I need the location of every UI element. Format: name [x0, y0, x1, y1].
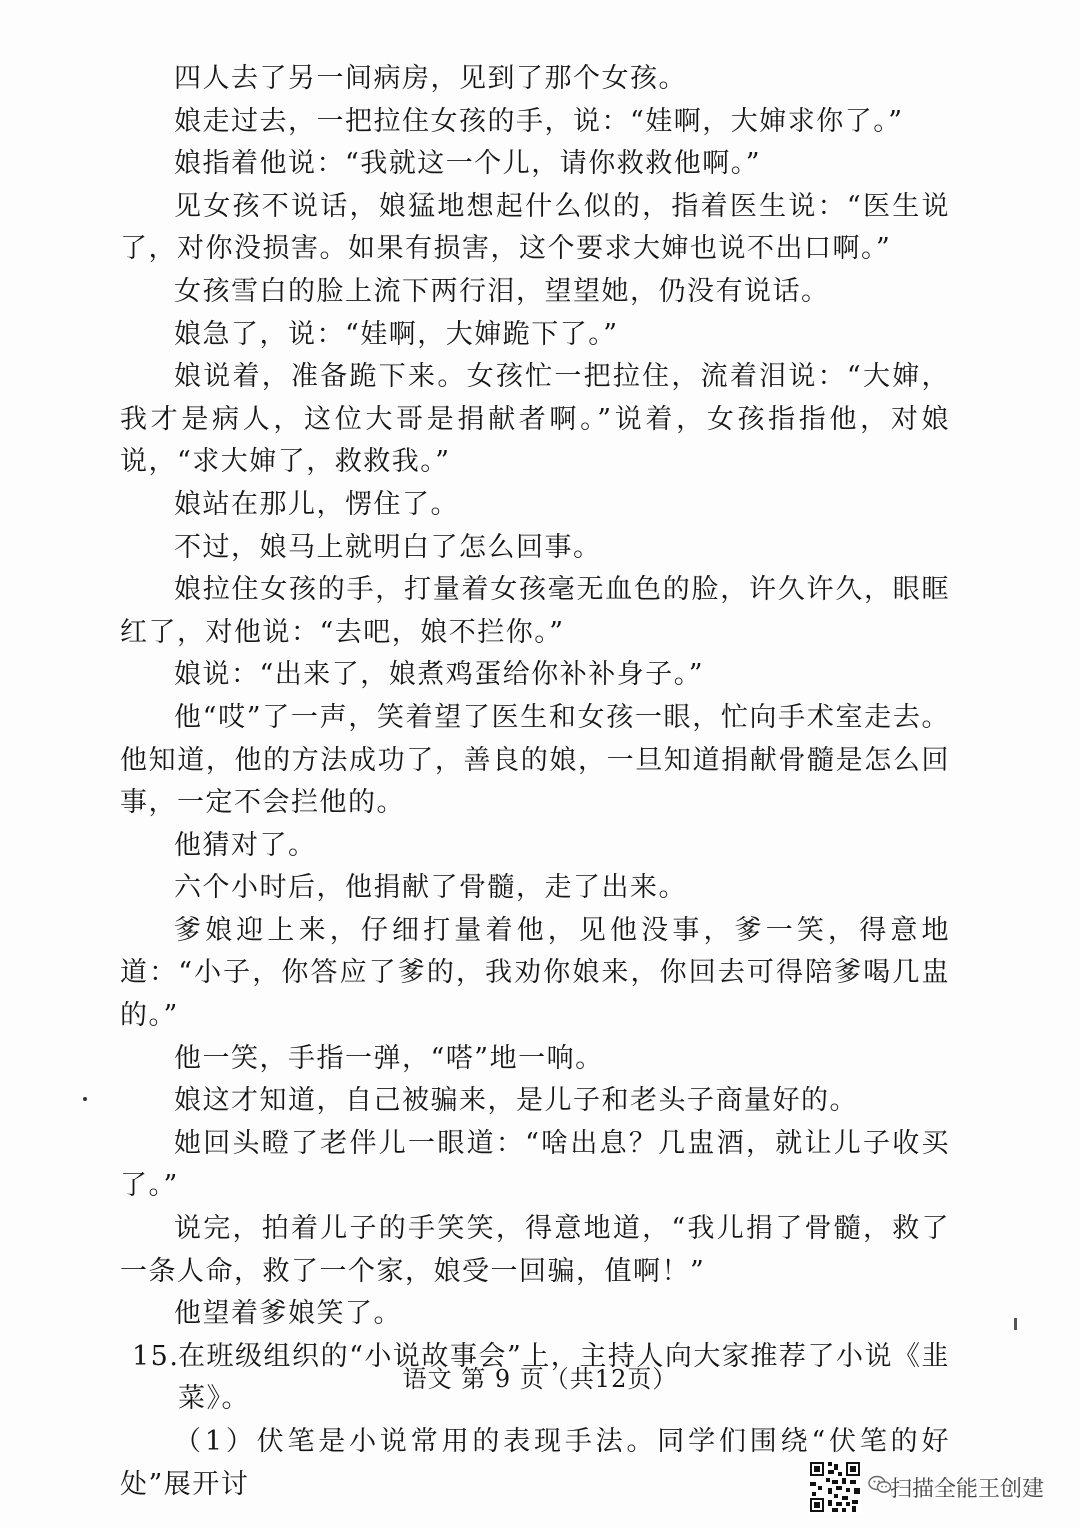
question-stem-text: 在班级组织的“小说故事会”上，主持人向大家推荐了小说《韭菜》。: [178, 1340, 950, 1415]
passage-paragraph: 他猜对了。: [174, 829, 317, 861]
passage-paragraph: 娘说：“出来了，娘煮鸡蛋给你补补身子。”: [174, 659, 705, 691]
passage-paragraph: 不过，娘马上就明白了怎么回事。: [174, 531, 602, 563]
passage-paragraph: 他望着爹娘笑了。: [174, 1298, 402, 1330]
scan-mark: [1014, 1318, 1017, 1330]
passage-paragraph: 娘指着他说：“我就这一个儿，请你救救他啊。”: [174, 148, 762, 180]
qr-code-icon: [808, 1460, 862, 1514]
passage-paragraph: 娘走过去，一把拉住女孩的手，说：“娃啊，大婶求你了。”: [174, 105, 904, 137]
passage-paragraph: 她回头瞪了老伴儿一眼道：“啥出息？几盅酒，就让儿子收买了。”: [120, 1127, 950, 1202]
scan-speck: [83, 1097, 87, 1101]
passage-paragraph: 娘拉住女孩的手，打量着女孩毫无血色的脸，许久许久，眼眶红了，对他说：“去吧，娘不拦你。”: [120, 574, 950, 648]
passage-paragraph: 他“哎”了一声，笑着望了医生和女孩一眼，忙向手术室走去。他知道，他的方法成功了，善良的娘，一旦知道捐献骨髓是怎么回事，一定不会拦他的。: [120, 701, 950, 819]
passage-paragraph: 女孩雪白的脸上流下两行泪，望望她，仍没有说话。: [174, 275, 830, 307]
passage-paragraph: 爹娘迎上来，仔细打量着他，见他没事，爹一笑，得意地道：“小子，你答应了爹的，我劝你娘来，你回去可得陪爹喝几盅的。”: [120, 914, 950, 1032]
reading-passage: [120, 58, 950, 1506]
sub-question-1: （1）伏笔是小说常用的表现手法。同学们围绕“伏笔的好处”展开讨: [120, 1426, 950, 1500]
passage-paragraph: 见女孩不说话，娘猛地想起什么似的，指着医生说：“医生说了，对你没损害。如果有损害，这个要求大婶也说不出口啊。”: [120, 190, 950, 265]
scanner-watermark: [808, 1460, 1058, 1514]
passage-paragraph: 说完，拍着儿子的手笑笑，得意地道，“我儿捐了骨髓，救了一条人命，救了一个家，娘受一回骗，值啊！”: [120, 1213, 950, 1287]
watermark-text: 扫描全能王创建: [890, 1477, 1045, 1502]
passage-paragraph: 娘急了，说：“娃啊，大婶跪下了。”: [174, 318, 619, 350]
passage-paragraph: 娘这才知道，自己被骗来，是儿子和老头子商量好的。: [174, 1085, 858, 1117]
passage-paragraph: 娘说着，准备跪下来。女孩忙一把拉住，流着泪说：“大婶，我才是病人，这位大哥是捐献者啊。”说着，女孩指指他，对娘说，“求大婶了，救救我。”: [120, 361, 950, 478]
passage-paragraph: 他一笑，手指一弹，“嗒”地一响。: [174, 1042, 604, 1074]
wechat-icon: [868, 1474, 892, 1496]
passage-paragraph: 娘站在那儿，愣住了。: [174, 488, 459, 520]
passage-paragraph: 四人去了另一间病房，见到了那个女孩。: [174, 63, 687, 94]
question-number: 15.: [132, 1340, 180, 1372]
passage-paragraph: 六个小时后，他捐献了骨髓，走了出来。: [174, 872, 687, 904]
page-footer: 语文 第 9 页（共12页）: [402, 1365, 678, 1393]
